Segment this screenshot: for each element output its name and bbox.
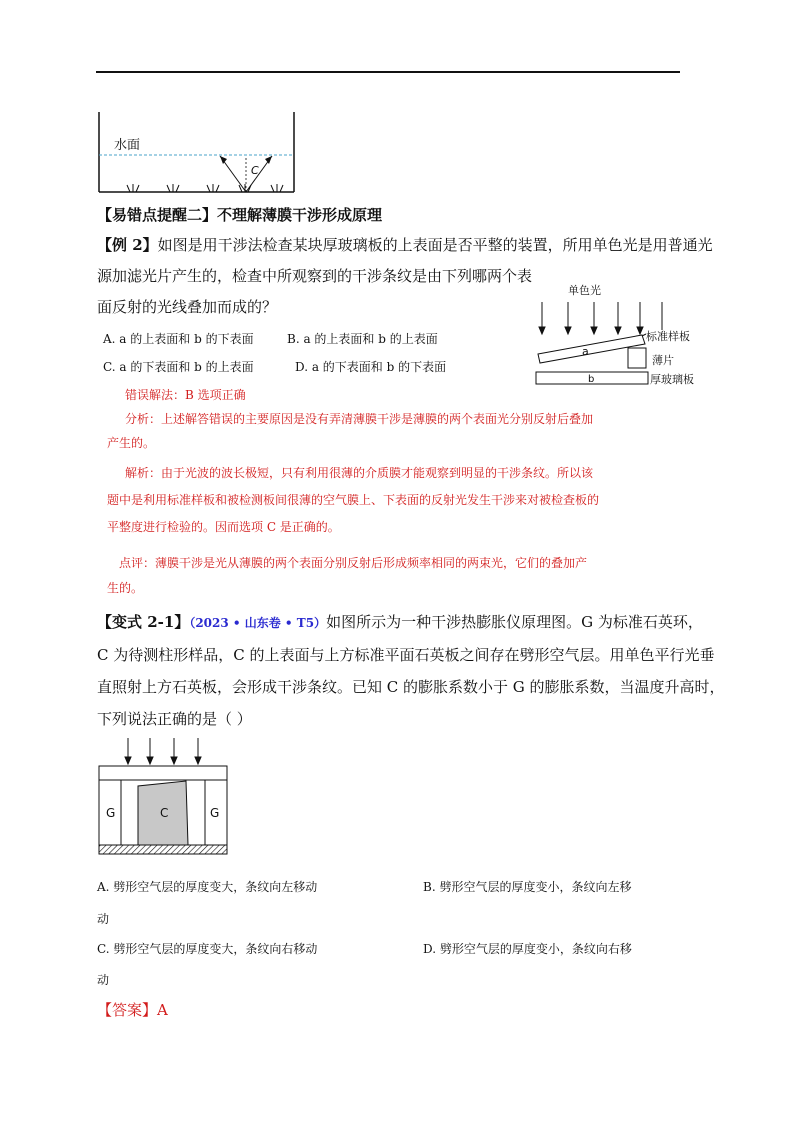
variant-tag: 【变式 2-1】 <box>97 613 190 631</box>
example-option-a: A. a 的上表面和 b 的下表面 <box>103 332 254 346</box>
light-label: 单色光 <box>568 284 601 297</box>
example-line-1 <box>97 235 713 255</box>
explanation-line-2: 题中是利用标准样板和被检测板间很薄的空气膜上、下表面的反射光发生干涉来对被检查板的 <box>107 493 600 507</box>
sheet-label: 薄片 <box>652 354 674 367</box>
example-line-2: 源加滤光片产生的，检查中所观察到的干涉条纹是由下列哪两个表 <box>97 267 533 285</box>
header-rule <box>96 71 680 73</box>
variant-option-a: A. 劈形空气层的厚度变大，条纹向左移动 <box>97 880 318 894</box>
explanation-line-3: 平整度进行检验的。因而选项 C 是正确的。 <box>107 520 340 534</box>
section-title: 【易错点提醒二】不理解薄膜干涉形成原理 <box>97 206 383 224</box>
answer: 【答案】A <box>97 1001 168 1019</box>
variant-option-d-wrap: 动 <box>97 973 110 987</box>
example-option-c: C. a 的下表面和 b 的上表面 <box>103 360 254 374</box>
comment-line-1: 点评：薄膜干涉是光从薄膜的两个表面分别反射后形成频率相同的两束光，它们的叠加产 <box>119 556 588 570</box>
variant-line-1 <box>97 612 703 633</box>
variant-text-1: 如图所示为一种干涉热膨胀仪原理图。G 为标准石英环， <box>326 613 703 631</box>
variant-line-2: C 为待测柱形样品，C 的上表面与上方标准平面石英板之间存在劈形空气层。用单色平行光垂 <box>97 646 715 664</box>
variant-line-3: 直照射上方石英板，会形成干涉条纹。已知 C 的膨胀系数小于 G 的膨胀系数，当温度升高时， <box>97 678 725 696</box>
water-surface-figure <box>96 112 306 198</box>
water-label: 水面 <box>114 138 141 153</box>
dilatometer-figure <box>96 736 236 858</box>
analysis-line-1: 分析：上述解答错误的主要原因是没有弄清薄膜干涉是薄膜的两个表面光分别反射后叠加 <box>125 412 594 426</box>
explanation-line-1: 解析：由于光波的波长极短，只有利用很薄的介质膜才能观察到明显的干涉条纹。所以该 <box>125 466 594 480</box>
g-label-right: G <box>210 806 220 820</box>
variant-source: （2023 • 山东卷 • T5） <box>189 616 327 630</box>
b-label: b <box>588 374 595 385</box>
a-label: a <box>582 345 589 358</box>
variant-option-b: B. 劈形空气层的厚度变小，条纹向左移 <box>423 880 632 894</box>
variant-option-d: D. 劈形空气层的厚度变小，条纹向右移 <box>423 942 632 956</box>
variant-line-4: 下列说法正确的是（ ） <box>97 710 252 728</box>
c-label: C <box>160 806 169 820</box>
wrong-solution: 错误解法：B 选项正确 <box>125 388 246 402</box>
example-tag: 【例 2】 <box>97 236 158 254</box>
analysis-line-2: 产生的。 <box>107 436 156 450</box>
thin-film-figure <box>530 282 710 390</box>
angle-label: C <box>251 164 259 177</box>
glass-label: 厚玻璃板 <box>650 373 694 386</box>
example-option-b: B. a 的上表面和 b 的上表面 <box>287 332 438 346</box>
comment-line-2: 生的。 <box>107 581 144 595</box>
variant-option-c: C. 劈形空气层的厚度变大，条纹向右移动 <box>97 942 318 956</box>
example-text-1: 如图是用干涉法检查某块厚玻璃板的上表面是否平整的装置，所用单色光是用普通光 <box>157 236 713 254</box>
plate-label: 标准样板 <box>646 330 690 343</box>
example-option-d: D. a 的下表面和 b 的下表面 <box>295 360 447 374</box>
example-line-3: 面反射的光线叠加而成的？ <box>97 298 278 316</box>
variant-option-b-wrap: 动 <box>97 912 110 926</box>
g-label-left: G <box>106 806 116 820</box>
